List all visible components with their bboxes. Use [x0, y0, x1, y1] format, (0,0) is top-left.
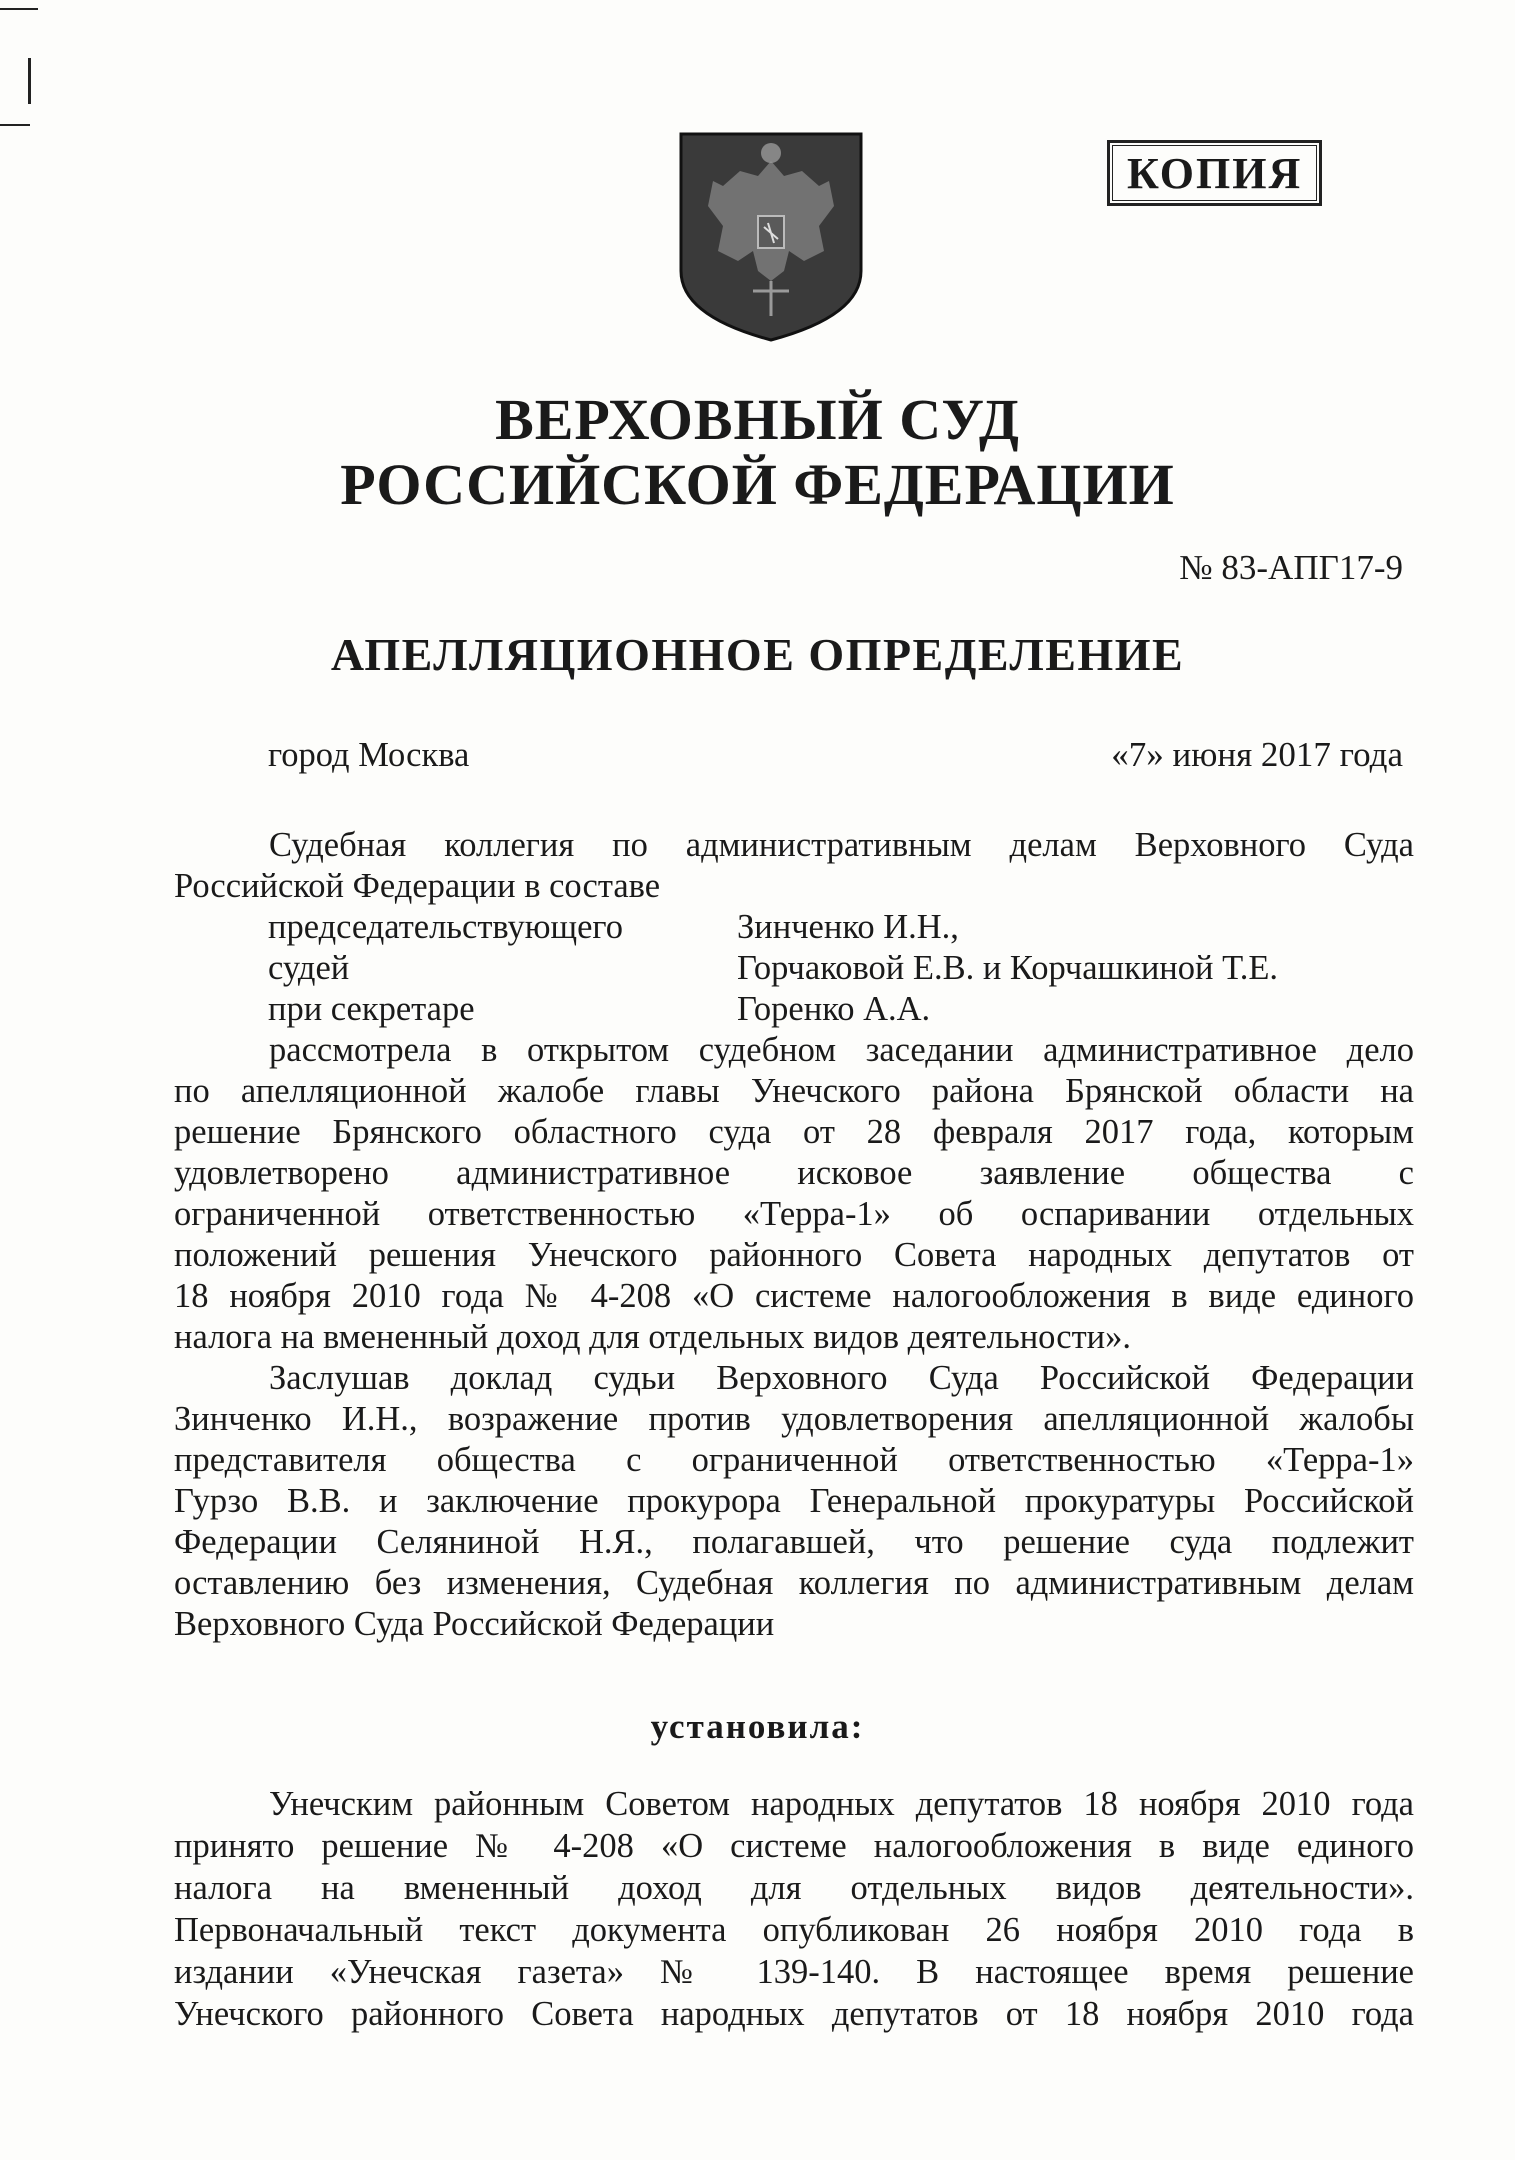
- document-title: АПЕЛЛЯЦИОННОЕ ОПРЕДЕЛЕНИЕ: [330, 629, 1185, 680]
- paragraph-line: принято решение № 4-208 «О системе налогообложения в виде единого: [174, 1827, 1414, 1865]
- paragraph-line: издании «Унечская газета» № 139-140. В настоящее время решение: [174, 1953, 1414, 1991]
- paragraph-line: решение Брянского областного суда от 28 февраля 2017 года, которым: [174, 1113, 1414, 1151]
- composition-name: Горенко А.А.: [737, 990, 931, 1028]
- paragraph-line: Верховного Суда Российской Федерации: [174, 1605, 775, 1643]
- composition-role: председательствующего: [268, 908, 623, 946]
- scan-artifact: [28, 58, 31, 104]
- paragraph-line: положений решения Унечского районного Совета народных депутатов от: [174, 1236, 1414, 1274]
- date: «7» июня 2017 года: [1111, 735, 1403, 774]
- court-name-line-2: РОССИЙСКОЙ ФЕДЕРАЦИИ: [340, 452, 1175, 517]
- paragraph-line: Зинченко И.Н., возражение против удовлетворения апелляционной жалобы: [174, 1400, 1414, 1438]
- paragraph-line: по апелляционной жалобе главы Унечского района Брянской области на: [174, 1072, 1414, 1110]
- paragraph-line: оставлению без изменения, Судебная коллегия по административным делам: [174, 1564, 1414, 1602]
- composition-name: Горчаковой Е.В. и Корчашкиной Т.Е.: [737, 949, 1279, 987]
- paragraph-line: Первоначальный текст документа опубликован 26 ноября 2010 года в: [174, 1911, 1414, 1949]
- paragraph-line: Заслушав доклад судьи Верховного Суда Российской Федерации: [269, 1359, 1414, 1397]
- intro-line: Российской Федерации в составе: [174, 867, 661, 905]
- copy-stamp-text: КОПИЯ: [1112, 145, 1317, 201]
- scan-artifact: [0, 8, 38, 10]
- copy-stamp: [1107, 140, 1322, 206]
- paragraph-line: представителя общества с ограниченной ответственностью «Терра-1»: [174, 1441, 1414, 1479]
- paragraph-line: рассмотрела в открытом судебном заседании административное дело: [269, 1031, 1414, 1069]
- paragraph-line: Гурзо В.В. и заключение прокурора Генеральной прокуратуры Российской: [174, 1482, 1414, 1520]
- case-number: № 83-АПГ17-9: [1179, 548, 1403, 587]
- intro-line: Судебная коллегия по административным делам Верховного Суда: [269, 826, 1414, 864]
- composition-name: Зинченко И.Н.,: [737, 908, 959, 946]
- scan-artifact: [0, 124, 30, 126]
- composition-role: судей: [268, 949, 350, 987]
- paragraph-line: ограниченной ответственностью «Терра-1» об оспаривании отдельных: [174, 1195, 1414, 1233]
- paragraph-line: налога на вмененный доход для отдельных видов деятельности».: [174, 1318, 1132, 1356]
- paragraph-line: Федерации Селяниной Н.Я., полагавшей, что решение суда подлежит: [174, 1523, 1414, 1561]
- court-name-line-1: ВЕРХОВНЫЙ СУД: [495, 387, 1020, 452]
- place: город Москва: [268, 736, 470, 774]
- coat-of-arms-emblem: [678, 131, 864, 343]
- paragraph-line: Унечским районным Советом народных депутатов 18 ноября 2010 года: [269, 1785, 1414, 1823]
- paragraph-line: 18 ноября 2010 года № 4-208 «О системе налогообложения в виде единого: [174, 1277, 1414, 1315]
- paragraph-line: налога на вмененный доход для отдельных видов деятельности».: [174, 1869, 1414, 1907]
- composition-role: при секретаре: [268, 990, 475, 1028]
- established-heading: установила:: [650, 1707, 865, 1746]
- paragraph-line: удовлетворено административное исковое заявление общества с: [174, 1154, 1414, 1192]
- paragraph-line: Унечского районного Совета народных депутатов от 18 ноября 2010 года: [174, 1995, 1414, 2033]
